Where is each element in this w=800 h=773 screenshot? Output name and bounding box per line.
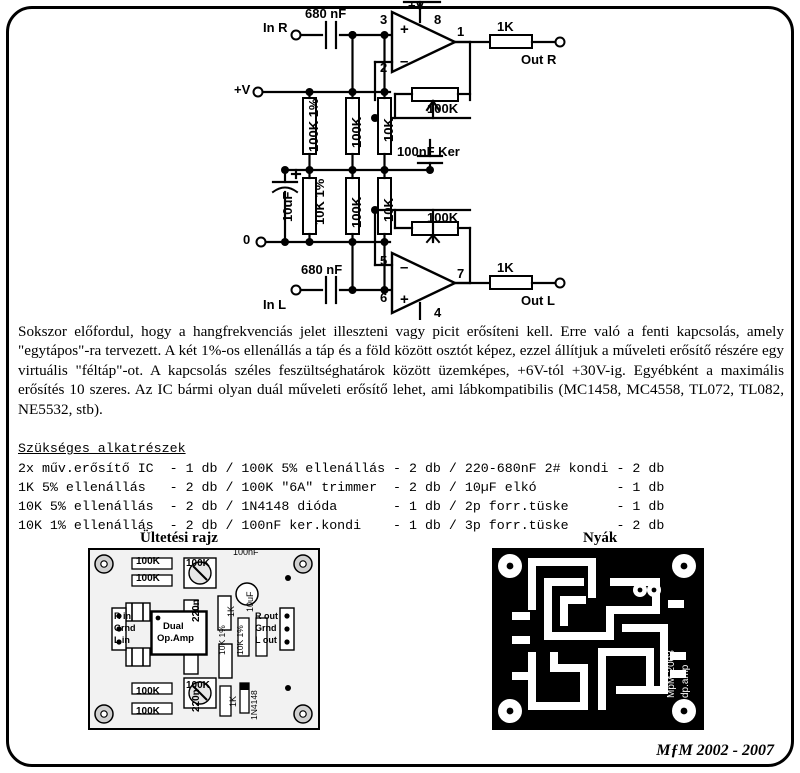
schematic-label-plus-v-top: +V: [408, 0, 425, 13]
schematic-label-10k-b: 10K: [381, 198, 396, 222]
layout-label-grnd-right: Grnd: [255, 623, 277, 633]
schematic-label-pin8: 8: [434, 12, 442, 27]
parts-list-title: Szükséges alkatrészek: [18, 441, 186, 456]
layout-label-10k-1pct-a: 10K 1%: [217, 625, 227, 655]
schematic-label-ceramic-cap: 100nF Ker: [397, 144, 460, 159]
schematic-label-plus-v-rail: +V: [234, 82, 251, 97]
parts-list-line-4: 10K 1% ellenállás - 2 db / 100nF ker.kondi - 1 db / 3p forr.tüske - 2 db: [18, 518, 665, 533]
layout-label-220n-1: 220n: [191, 599, 202, 622]
parts-list-line-3: 10K 5% ellenállás - 2 db / 1N4148 dióda - 1 db / 2p forr.tüske - 1 db: [18, 499, 665, 514]
schematic-label-10k-1pct: 10K 1%: [312, 178, 327, 225]
layout-label-l-out: L out: [255, 635, 277, 645]
svg-text:+: +: [400, 291, 409, 308]
schematic-label-100k-1pct: 100K 1%: [306, 98, 321, 152]
schematic-label-c1: 680 nF: [305, 6, 347, 21]
layout-label-dual: Dual: [163, 621, 184, 632]
layout-label-1k-2: 1K: [228, 695, 238, 707]
layout-label-10uf: 10uF: [245, 591, 255, 612]
layout-label-trimmer-2: 100K: [186, 680, 210, 691]
schematic-label-fb-100k-top: 100K: [427, 101, 459, 116]
pcb-title: Nyák: [583, 530, 618, 546]
layout-label-100k-3: 100K: [136, 686, 160, 697]
schematic-label-out-r-resistor: 1K: [497, 19, 514, 34]
schematic-label-pin1: 1: [457, 24, 465, 39]
layout-label-100k-1: 100K: [136, 556, 160, 567]
schematic-label-in-r: In R: [263, 20, 288, 35]
layout-label-opamp: Op.Amp: [157, 633, 194, 644]
schematic-label-elko: 10uF: [280, 191, 295, 222]
schematic-label-pin3: 3: [380, 12, 388, 27]
parts-list-line-1: 2x műv.erősítő IC - 1 db / 100K 5% ellenállás - 2 db / 220-680nF 2# kondi - 2 db: [18, 461, 665, 476]
layout-label-10k-1pct-b: 10K 1%: [235, 625, 245, 655]
description-paragraph: Sokszor előfordul, hogy a hangfrekvenciás jelet illeszteni vagy picit erősíteni kell. Erre való a fenti kapcsolás, amely "egytápos"-ra tervezett. A két 1%-os ellenállás a táp és a föld között osztót képez, ezzel állítjuk a műveleti erősítő részére egy virtuális "féltáp"-ot. A kapcsolás széles feszültséghatárok között üzemképes, +6V-tól +30V-ig. Egyébként a maximális erősítés 10 szeres. Az IC bármi olyan duál műveleti erősítő lehet, ami lábkompatibilis (MC1458, MC4558, TL072, TL082, NE5532, stb).: [18, 323, 784, 418]
layout-label-grnd-left: Grnd: [114, 623, 136, 633]
pcb-text-vertical-2: dp.amp: [680, 664, 691, 698]
schematic-label-out-r: Out R: [521, 52, 557, 67]
layout-label-l-in: L in: [114, 635, 130, 645]
schematic-label-fb-100k-bottom: 100K: [427, 210, 459, 225]
pcb-drawing: [492, 548, 704, 733]
schematic-label-pin7: 7: [457, 266, 465, 281]
schematic-label-pin2: 2: [380, 60, 388, 75]
schematic-label-c2: 680 nF: [301, 262, 343, 277]
schematic-label-pin5: 5: [380, 253, 388, 268]
schematic-label-out-l: Out L: [521, 293, 555, 308]
layout-label-220n-2: 220n: [191, 689, 202, 712]
pcb-text-vertical-1: MpM-2003: [666, 650, 677, 698]
svg-text:–: –: [400, 53, 409, 70]
schematic-label-100k-b: 100K: [349, 196, 364, 228]
schematic-label-10k-a: 10K: [381, 118, 396, 142]
parts-list-line-2: 1K 5% ellenállás - 2 db / 100K "6A" trimmer - 2 db / 10µF elkó - 1 db: [18, 480, 665, 495]
schematic-label-pin6: 6: [380, 290, 388, 305]
layout-label-1n4148: 1N4148: [249, 690, 259, 720]
signature: MƒM 2002 - 2007: [656, 742, 774, 759]
layout-label-100k-2: 100K: [136, 573, 160, 584]
schematic-label-100k-a: 100K: [349, 116, 364, 148]
schematic-label-pin4: 4: [434, 305, 442, 320]
layout-label-r-in: R in: [114, 611, 131, 621]
schematic-label-ground-0: 0: [243, 232, 251, 247]
layout-label-trimmer-1: 100K: [186, 558, 210, 569]
schematic-label-out-l-resistor: 1K: [497, 260, 514, 275]
layout-title: Ültetési rajz: [140, 530, 218, 546]
schematic-drawing: [0, 0, 800, 320]
svg-text:+: +: [400, 21, 409, 38]
layout-label-100k-4: 100K: [136, 706, 160, 717]
layout-label-100nf: 100nF: [233, 547, 259, 557]
layout-label-1k-1: 1K: [226, 605, 236, 617]
layout-label-r-out: R out: [255, 611, 278, 621]
svg-text:–: –: [400, 259, 409, 276]
schematic-label-in-l: In L: [263, 297, 287, 312]
